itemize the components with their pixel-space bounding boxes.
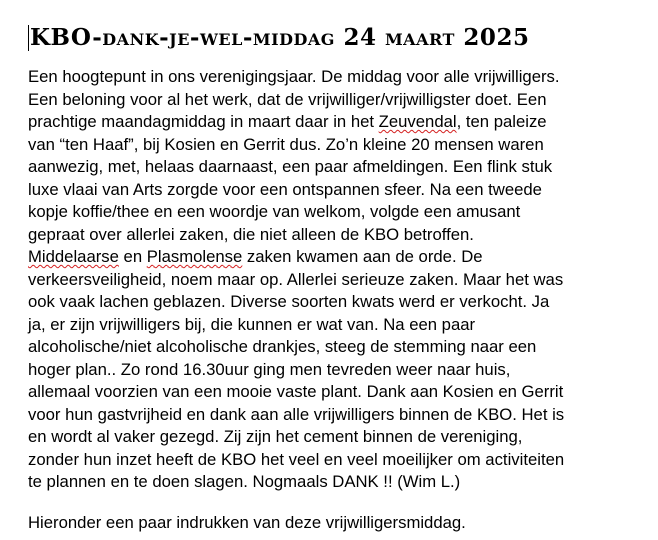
paragraph-line: [28, 404, 648, 427]
text-run: ook vaak lachen geblazen. Diverse soorten kwats werd er verkocht. Ja: [28, 292, 550, 311]
paragraph-line: [28, 246, 648, 269]
paragraph-line: [28, 269, 648, 292]
text-run: luxe vlaai van Arts zorgde voor een ontspannen sfeer. Na een tweede: [28, 179, 542, 199]
paragraph-line: [28, 156, 648, 179]
paragraph-line: [28, 111, 648, 134]
text-run: te plannen en te doen slagen. Nogmaals DANK !! (Wim L.): [28, 472, 461, 491]
spellcheck-flagged-word[interactable]: Plasmolense: [146, 247, 243, 266]
paragraph-line: [28, 201, 648, 224]
text-run: zonder hun inzet heeft de KBO het veel en veel moeilijker om activiteiten: [28, 449, 565, 469]
text-run: prachtige maandagmiddag in maart daar in het: [28, 112, 379, 131]
paragraph-line: [28, 66, 648, 89]
paragraph-line: [28, 179, 648, 202]
text-run: kopje koffie/thee en een woordje van welkom, volgde een amusant: [28, 202, 521, 221]
paragraph-line: [28, 314, 648, 337]
paragraph-line: [28, 134, 648, 157]
paragraph-line: [28, 449, 648, 472]
text-run: hoger plan.. Zo rond 16.30uur ging men tevreden weer naar huis,: [28, 359, 511, 379]
text-run: gepraat over allerlei zaken, die niet alleen de KBO betroffen.: [28, 224, 474, 244]
text-run: van “ten Haaf”, bij Kosien en Gerrit dus. Zo’n kleine 20 mensen waren: [28, 134, 544, 154]
text-run: en: [118, 247, 147, 266]
paragraph-line: [28, 359, 648, 382]
paragraph-line: [28, 426, 648, 449]
document-title: KBO-dank-je-wel-middag 24 maart 2025: [30, 24, 530, 51]
text-run: en wordt al vaker gezegd. Zij zijn het cement binnen de vereniging,: [28, 427, 523, 446]
paragraph-line: [28, 381, 648, 404]
text-run: aanwezig, met, helaas daarnaast, een paar afmeldingen. Een flink stuk: [28, 157, 553, 176]
text-run: zaken kwamen aan de orde. De: [242, 247, 483, 266]
text-run: allemaal voorzien van een mooie vaste plant. Dank aan Kosien en Gerrit: [28, 382, 564, 401]
text-run: voor hun gastvrijheid en dank aan alle vrijwilligers binnen de KBO. Het is: [28, 404, 565, 424]
text-run: Een beloning voor al het werk, dat de vrijwilliger/vrijwilligster doet. Een: [28, 89, 547, 109]
paragraph-line: [28, 336, 648, 359]
spellcheck-flagged-word[interactable]: Middelaarse: [28, 247, 119, 266]
text-cursor: [28, 25, 29, 51]
text-run: Een hoogtepunt in ons verenigingsjaar. De middag voor alle vrijwilligers.: [28, 67, 560, 86]
spellcheck-flagged-word[interactable]: Zeuvendal: [378, 112, 457, 131]
paragraph-line: [28, 224, 648, 247]
text-run: alcoholische/niet alcoholische drankjes, steeg de stemming naar een: [28, 337, 537, 356]
text-run: , ten paleize: [456, 112, 547, 131]
paragraph-line: [28, 89, 648, 112]
text-run: verkeersveiligheid, noem maar op. Allerlei serieuze zaken. Maar het was: [28, 269, 564, 289]
closing-paragraph: Hieronder een paar indrukken van deze vrijwilligersmiddag.: [28, 513, 466, 532]
main-paragraph: [28, 66, 648, 494]
text-run: ja, er zijn vrijwilligers bij, die kunnen er wat van. Na een paar: [28, 314, 476, 334]
paragraph-line: [28, 471, 648, 494]
paragraph-line: [28, 291, 648, 314]
